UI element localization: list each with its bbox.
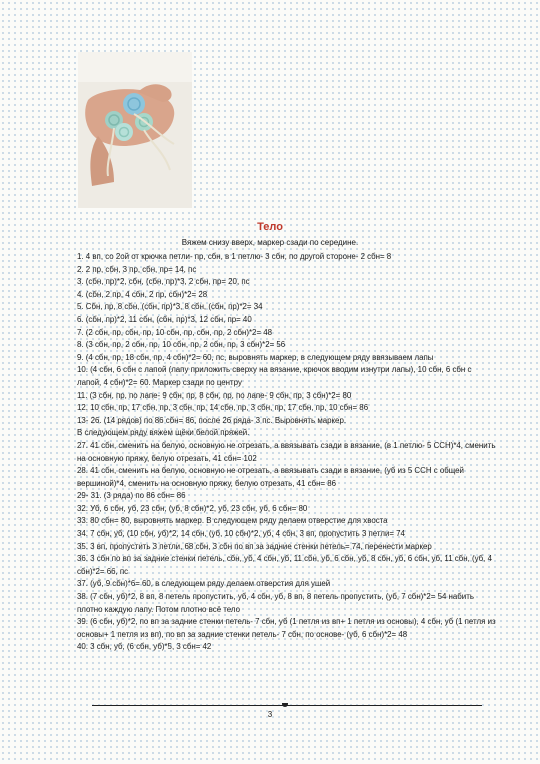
page-number: 3 [267,710,273,719]
pattern-row: 28. 41 сбн, сменить на белую, основную не отрезать, а ввязывать сзади в вязание, (уб из 5 ССН с общей вершиной)*4, сменить на основную пряжу, белую отрезать, 41 сбн= 86 [77,466,464,488]
pattern-row: 4. (сбн, 2 пр, 4 сбн, 2 пр, сбн)*2= 28 [77,289,208,299]
pattern-row: 29- 31. (3 ряда) по 86 сбн= 86 [77,491,186,501]
pattern-row: 11. (3 сбн, пр, по лапе- 9 сбн, пр, 8 сбн, пр, по лапе- 9 сбн, пр, 3 сбн)*2= 80 [77,390,352,400]
pattern-row: 27. 41 сбн, сменить на белую, основную не отрезать, а ввязывать сзади в вязание, (в 1 петлю- 5 ССН)*4, сменить на основную пряжу, белую отрезать, 41 сбн= 102 [77,440,496,463]
pattern-row: 5. Сбн, пр, 8 сбн, (сбн, пр)*3, 8 сбн, (сбн, пр)*2= 34 [77,302,263,312]
pattern-row: 3. (сбн, пр)*2, сбн, (сбн, пр)*3, 2 сбн, пр= 20, пс [77,277,250,287]
pattern-row: 33. 80 сбн= 80, выровнять маркер. В следующем ряду делаем отверстие для хвоста [77,516,388,526]
pattern-row: 35. 3 вп, пропустить 3 петли, 68 сбн, 3 сбн по вп за задние стенки петель= 74, перенести маркер [77,541,432,551]
pattern-row: 38. (7 сбн, уб)*2, 8 вп, 8 петель пропустить, уб, 4 сбн, уб, 8 вп, 8 петель пропустить, (уб, 7 сбн)*2= 54 набить плотно каждую лапу. Потом плотно всё тело [77,592,474,614]
pattern-row: 37. (уб, 9 сбн)*6= 60, в следующем ряду делаем отверстия для ушей [77,579,331,589]
pattern-row: 36. 3 сбн по вп за задние стенки петель, сбн, уб, 4 сбн, уб, 11 сбн, уб, 6 сбн, уб, 8 сбн, уб, 6 сбн, уб, 11 сбн, (уб, 4 сбн)*2= 66, пс [77,554,492,576]
pattern-row: 1. 4 вп, со 2ой от крючка петли- пр, сбн, в 1 петлю- 3 сбн, по другой стороне- 2 сбн= 8 [77,252,392,261]
pattern-row: 13- 26. (14 рядов) по 86 сбн= 86, после 26 ряда- 3 пс. Выровнять маркер. [77,415,347,425]
pattern-row: 6. (сбн, пр)*2, 11 сбн, (сбн, пр)*3, 12 сбн, пр= 40 [77,314,252,324]
pattern-row: 7. (2 сбн, пр, сбн, пр, 10 сбн, пр, сбн, пр, 2 сбн)*2= 48 [77,327,273,337]
pattern-row: 8. (3 сбн, пр, 2 сбн, пр, 10 сбн, пр, 2 сбн, пр, 3 сбн)*2= 56 [77,340,286,350]
pattern-row: 34. 7 сбн, уб, (10 сбн, уб)*2, 14 сбн, (уб, 10 сбн)*2, уб, 4 сбн, 3 вп, пропустить 3 петли= 74 [77,529,405,539]
photo-illustration [78,52,192,208]
crochet-paws-photo [78,52,192,208]
footer-divider [92,705,482,706]
pattern-row: 12. 10 сбн, пр, 17 сбн, пр, 3 сбн, пр, 14 сбн, пр, 3 сбн, пр, 17 сбн, пр, 10 сбн= 86 [77,403,369,413]
pattern-rows [77,251,497,654]
pattern-row: В следующем ряду вяжем щёки белой пряжей. [77,428,250,438]
pattern-row: 40. 3 сбн, уб, (6 сбн, уб)*5, 3 сбн= 42 [77,642,212,652]
pattern-row: 39. (6 сбн, уб)*2, по вп за задние стенки петель- 7 сбн, уб (1 петля из вп+ 1 петля из основы), 4 сбн, уб (1 петля из основы+ 1 петля из вп), по вп за задние стенки петель- 7 сбн, по основе- (уб, 6 сбн)*2= 48 [77,617,496,639]
pattern-row: 9. (4 сбн, пр, 18 сбн, пр, 4 сбн)*2= 60, пс, выровнять маркер, в следующем ряду ввязываем лапы [77,352,434,362]
pattern-row: 10. (4 сбн, 6 сбн с лапой (лапу приложить сверху на вязание, крючок вводим изнутри лапы), 10 сбн, 6 сбн с лапой, 4 сбн)*2= 60. Маркер сзади по центру [77,365,472,387]
section-subtitle: Вяжем снизу вверх, маркер сзади по середине. [181,238,359,247]
pattern-row: 2. 2 пр, сбн, 3 пр, сбн, пр= 14, пс [77,264,197,274]
section-title: Тело [257,221,283,233]
pattern-row: 32. Уб, 6 сбн, уб, 23 сбн, (уб, 8 сбн)*2, уб, 23 сбн, уб, 6 сбн= 80 [77,503,308,513]
